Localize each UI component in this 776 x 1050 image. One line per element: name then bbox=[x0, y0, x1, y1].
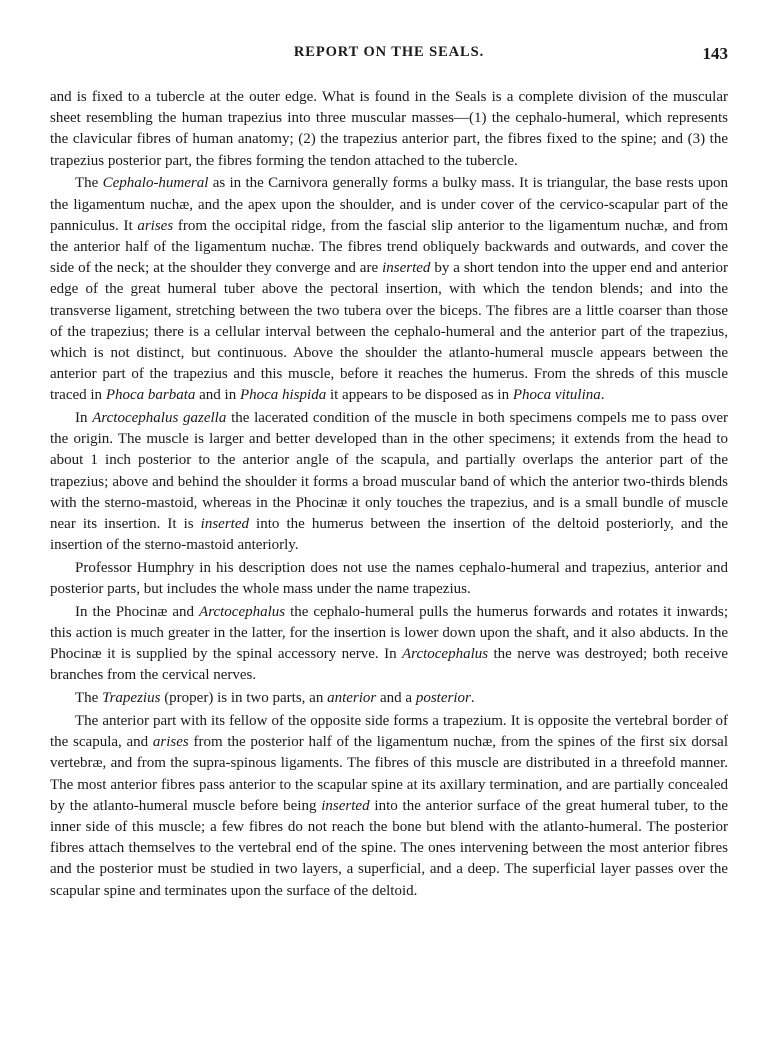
paragraph bbox=[50, 408, 728, 556]
italic-term: Phoca hispida bbox=[239, 387, 327, 404]
text-run: The bbox=[75, 175, 103, 192]
text-run: by a short tendon into the upper end and anterior edge of the great humeral tuber above the pectoral insertion, with which the tendon blends; and into the transverse ligament, stretching between the two tubera over the biceps. The fibres are a little coarser than those of the trapezius; there is a cellular interval between the cephalo-humeral and the anterior part of the trapezius, which is not distinct, but continuous. Above the shoulder the atlanto-humeral muscle appears between the anterior part of the trapezius and this muscle, before it reaches the humerus. From the shreds of this muscle traced in bbox=[50, 260, 728, 404]
text-run: and a bbox=[376, 690, 416, 707]
text-run: In bbox=[75, 410, 93, 427]
italic-term: anterior bbox=[327, 690, 377, 707]
italic-term: Phoca barbata bbox=[105, 387, 196, 404]
paragraph bbox=[50, 688, 728, 709]
italic-term: arises bbox=[137, 217, 174, 234]
italic-term: Arctocephalus bbox=[402, 646, 489, 663]
text-run: into the anterior surface of the great humeral tuber, to the inner side of this muscle; a few fibres do not reach the bone but blend with the atlanto-humeral. The posterior fibres attach themselves to the vertebral end of the spine. The ones intervening between the most anterior fibres and the posterior must be studied in two layers, a superficial, and a deep. The superficial layer passes over the scapular spine and terminates upon the surface of the deltoid. bbox=[50, 797, 728, 899]
paragraph bbox=[50, 87, 728, 172]
italic-term: posterior bbox=[415, 690, 471, 707]
body-text bbox=[50, 87, 728, 903]
text-run: it appears to be disposed as in bbox=[326, 387, 513, 404]
text-run: from the occipital ridge, from the fascial slip anterior to the ligamentum nuchæ, and from the anterior half of the ligamentum nuchæ. The fibres trend obliquely backwards and outwards, and cover the side of the neck; at the shoulder they converge and are bbox=[50, 217, 728, 277]
text-run: The bbox=[75, 690, 103, 707]
italic-term: inserted bbox=[200, 516, 249, 533]
text-run: . bbox=[470, 690, 475, 707]
italic-term: arises bbox=[152, 734, 189, 751]
paragraph bbox=[50, 602, 728, 687]
text-run: the cephalo-humeral pulls the humerus forwards and rotates it inwards; this action is much greater in the latter, for the insertion is lower down upon the shaft, and it also abducts. In the Phocinæ it is supplied by the spinal accessory nerve. In bbox=[50, 603, 728, 663]
text-run: and in bbox=[195, 387, 240, 404]
running-title: REPORT ON THE SEALS. bbox=[293, 44, 485, 60]
italic-term: inserted bbox=[321, 797, 370, 814]
text-run: from the posterior half of the ligamentum nuchæ, from the spines of the first six dorsal vertebræ, and from the supra-spinous ligaments. The fibres of this muscle are distributed in a threefold manner. The most anterior fibres pass anterior to the scapular spine at its axillary termination, and are partially concealed by the atlanto-humeral muscle before being bbox=[50, 734, 728, 814]
text-run: the nerve was destroyed; both receive branches from the cervical nerves. bbox=[50, 646, 728, 684]
text-run: The anterior part with its fellow of the opposite side forms a trapezium. It is opposite the vertebral border of the scapula, and bbox=[50, 712, 728, 751]
paragraph bbox=[50, 173, 728, 406]
italic-term: inserted bbox=[382, 260, 431, 277]
text-run: . bbox=[600, 387, 605, 404]
italic-term: Trapezius bbox=[102, 690, 161, 707]
italic-term: Cephalo-humeral bbox=[102, 175, 209, 192]
italic-term: Phoca vitulina bbox=[512, 387, 601, 404]
text-run: In the Phocinæ and bbox=[75, 603, 200, 620]
paragraph bbox=[50, 558, 728, 600]
text-run: Professor Humphry in his description does not use the names cephalo-humeral and trapezius, anterior and posterior parts, but includes the whole mass under the name trapezius. bbox=[50, 559, 728, 598]
italic-term: Arctocephalus gazella bbox=[92, 410, 227, 427]
text-run: as in the Carnivora generally forms a bulky mass. It is triangular, the base rests upon the ligamentum nuchæ, and the apex upon the shoulder, and is under cover of the cervico-scapular part of the panniculus. It bbox=[50, 175, 728, 234]
text-run: the lacerated condition of the muscle in both specimens compels me to pass over the origin. The muscle is larger and better developed than in the other specimens; it extends from the head to about 1 inch posterior to the anterior angle of the scapula, and partially overlaps the anterior part of the trapezius; above and behind the shoulder it forms a broad muscular band of which the anterior two-thirds blends with the sterno-mastoid, whereas in the Phocinæ it only touches the trapezius, and is a small bundle of muscle near its insertion. It is bbox=[50, 410, 729, 533]
page-header bbox=[50, 44, 728, 68]
page-number: 143 bbox=[702, 44, 728, 63]
italic-term: Arctocephalus bbox=[199, 603, 286, 620]
paragraph bbox=[50, 711, 728, 902]
text-run: (proper) is in two parts, an bbox=[160, 690, 328, 707]
text-run: and is fixed to a tubercle at the outer edge. What is found in the Seals is a complete division of the muscular sheet resembling the human trapezius into three muscular masses—(1) the cephalo-humeral, which represents the clavicular fibres of human anatomy; (2) the trapezius anterior part, the fibres fixed to the spine; and (3) the trapezius posterior part, the fibres forming the tendon attached to the tubercle. bbox=[50, 89, 728, 169]
text-run: into the humerus between the insertion of the deltoid posteriorly, and the insertion of the sterno-mastoid anteriorly. bbox=[50, 516, 728, 554]
